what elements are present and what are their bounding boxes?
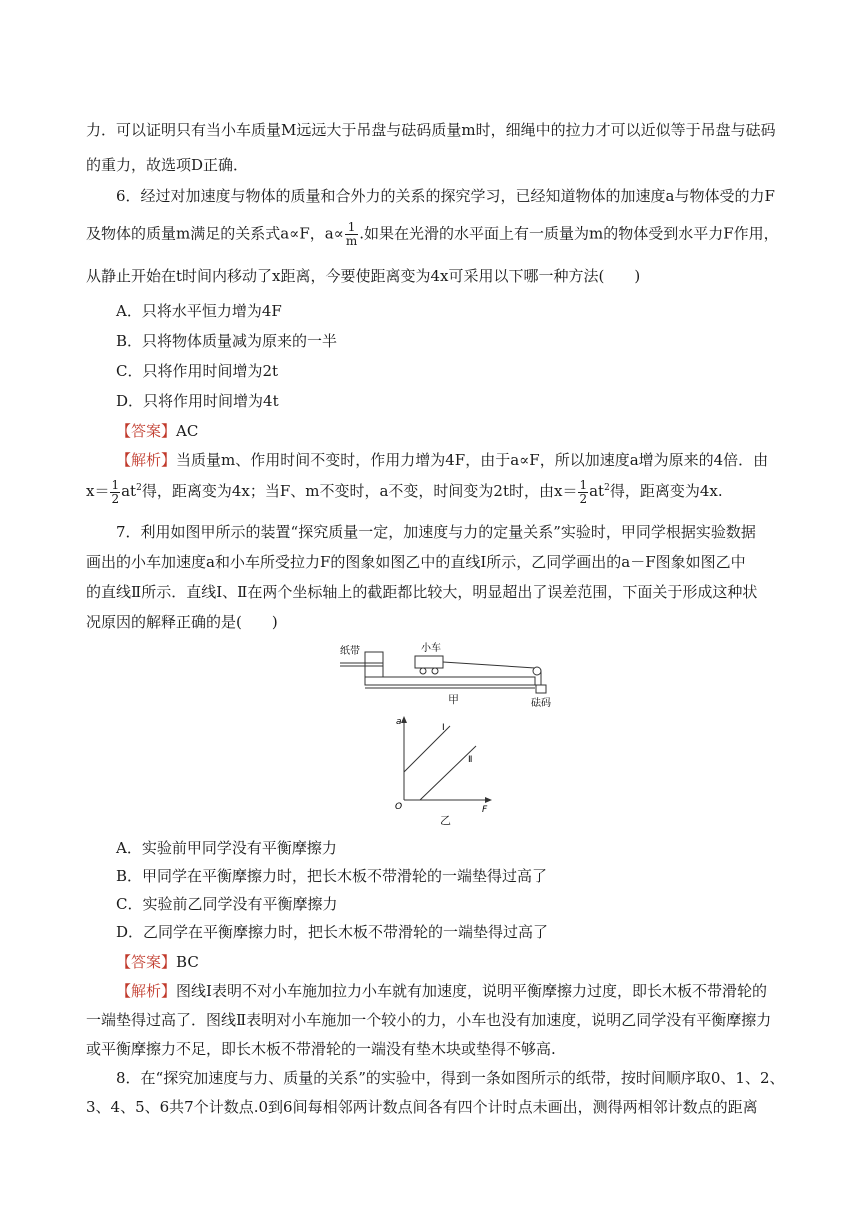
option-b: B．只将物体质量减为原来的一半 (116, 332, 338, 350)
question-7-stem: 7．利用如图甲所示的装置“探究质量一定，加速度与力的定量关系”实验时，甲同学根据实验数据 (116, 523, 756, 541)
explanation-line: 【解析】当质量m、作用时间不变时，作用力增为4F，由于a∝F，所以加速度a增为原来的4倍．由 (116, 451, 769, 469)
question-7-stem-line4: 况原因的解释正确的是( ) (86, 613, 278, 631)
answer-tag: 【答案】 (116, 422, 177, 440)
label-tape: 纸带 (340, 646, 360, 657)
pulley (533, 667, 541, 675)
fraction-1-over-m: $\frac{1}{m}$ (345, 220, 358, 248)
explanation-line2: x＝ $\frac{1}{2}$ $at^2$得，距离变为4x；当F、m不变时，a不变，时间变为2t时，由x＝ $\frac{1}{2}$ $at^2$得，距离变为4x. (86, 477, 723, 506)
explanation-line: 【解析】图线Ⅰ表明不对小车施加拉力小车就有加速度，说明平衡摩擦力过度，即长木板不带滑轮的 (116, 982, 767, 1000)
board (365, 677, 535, 685)
question-8-stem: 8．在“探究加速度与力、质量的关系”的实验中，得到一条如图所示的纸带，按时间顺序取0、1、2、 (116, 1069, 785, 1087)
caption-yi: 乙 (440, 814, 451, 827)
option-b: B．甲同学在平衡摩擦力时，把长木板不带滑轮的一端垫得过高了 (116, 867, 548, 885)
label-weight: 砝码 (531, 698, 551, 709)
line-ii-label: Ⅱ (468, 755, 473, 765)
text-line: 的重力，故选项D正确． (86, 156, 249, 174)
cart (415, 656, 443, 668)
answer-line (116, 421, 806, 441)
caption-jia: 甲 (448, 693, 459, 706)
line-i-label: Ⅰ (442, 723, 445, 733)
explanation-line2: 一端垫得过高了．图线Ⅱ表明对小车施加一个较小的力，小车也没有加速度，说明乙同学没有平衡摩擦力 (86, 1011, 772, 1029)
question-6-stem-line2: 及物体的质量m满足的关系式a∝F，a∝ $\frac{1}{m}$ .如果在光滑的水平面上有一质量为m的物体受到水平力F作用， (86, 220, 779, 248)
text-line: 力．可以证明只有当小车质量M远远大于吊盘与砝码质量m时，细绳中的拉力才可以近似等于吊盘与砝码 (86, 121, 776, 139)
label-cart: 小车 (421, 643, 441, 654)
answer-line (116, 952, 806, 972)
question-8-stem-line2: 3、4、5、6共7个计数点.0到6间每相邻两计数点间各有四个计时点未画出，测得两相邻计数点的距离 (86, 1098, 758, 1116)
option-c: C．实验前乙同学没有平衡摩擦力 (116, 895, 338, 913)
weight (536, 685, 546, 693)
question-6-stem-line3: 从静止开始在t时间内移动了x距离，今要使距离变为4x可采用以下哪一种方法( ) (86, 267, 641, 285)
answer-tag: 【答案】 (116, 953, 177, 971)
explanation-tag: 【解析】 (116, 982, 177, 1000)
question-7-stem-line3: 的直线Ⅱ所示．直线Ⅰ、Ⅱ在两个坐标轴上的截距都比较大，明显超出了误差范围，下面关于形成这种状 (86, 583, 758, 601)
option-d: D．只将作用时间增为4t (116, 392, 279, 410)
origin-label: O (395, 802, 403, 812)
timer (365, 652, 383, 677)
question-7-stem-line2: 画出的小车加速度a和小车所受拉力F的图象如图乙中的直线Ⅰ所示，乙同学画出的a－F图象如图乙中 (86, 553, 746, 571)
option-a: A．实验前甲同学没有平衡摩擦力 (116, 839, 337, 857)
answer-value: BC (176, 953, 199, 971)
graph-figure (392, 712, 502, 822)
fraction-half: $\frac{1}{2}$ (111, 477, 120, 506)
explanation-line3: 或平衡摩擦力不足，即长木板不带滑轮的一端没有垫木块或垫得不够高. (86, 1040, 556, 1058)
answer-value: AC (176, 422, 199, 440)
axis-a-label: a (396, 717, 402, 727)
fraction-half: $\frac{1}{2}$ (579, 477, 588, 506)
option-c: C．只将作用时间增为2t (116, 362, 279, 380)
axis-f-label: F (482, 805, 488, 815)
option-d: D．乙同学在平衡摩擦力时，把长木板不带滑轮的一端垫得过高了 (116, 923, 549, 941)
explanation-tag: 【解析】 (116, 451, 177, 469)
option-a: A．只将水平恒力增为4F (116, 302, 282, 320)
question-6-stem: 6．经过对加速度与物体的质量和合外力的关系的探究学习，已经知道物体的加速度a与物体受的力F (116, 187, 775, 205)
